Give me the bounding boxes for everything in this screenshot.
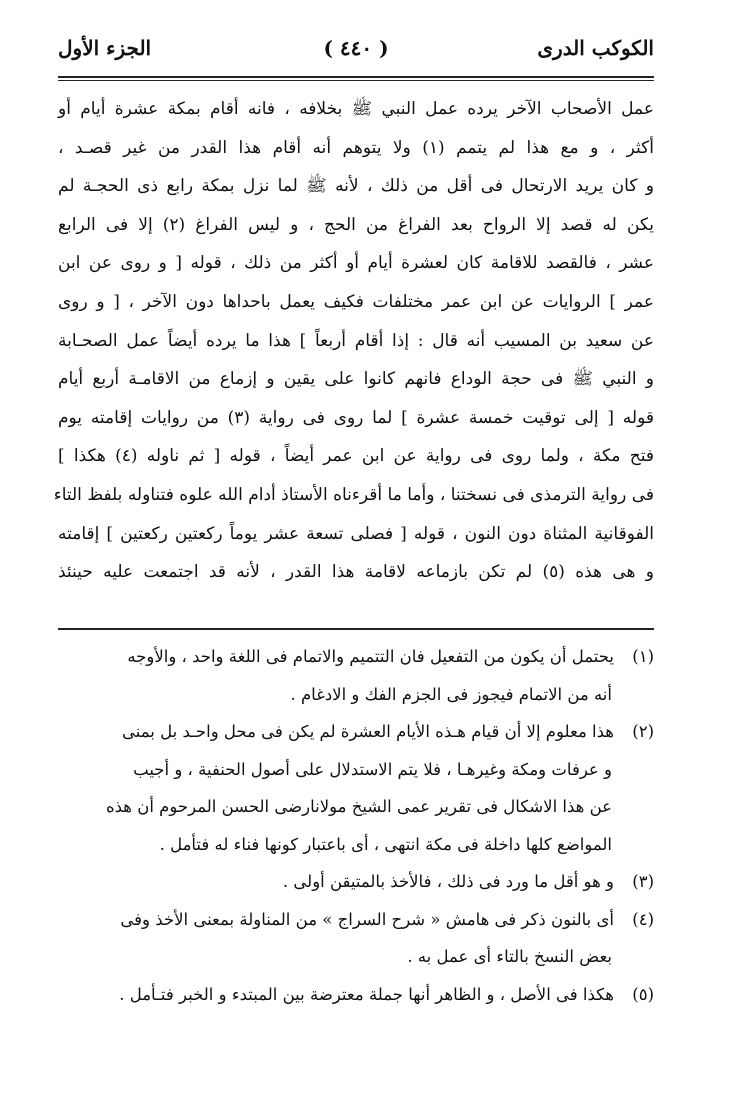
footnote-text: بعض النسخ بالتاء أى عمل به . (407, 947, 612, 966)
text-line: عشر ، فالقصد للاقامة كان لعشرة أيام أو أكثر من ذلك ، قوله [ و روى عن ابن (58, 253, 654, 274)
footnote-text: أى بالنون ذكر فى هامش « شرح السراج » من المناولة بمعنى الأخذ وفى (120, 909, 614, 929)
footnote-number: (١) (632, 647, 654, 666)
text-line: عمل الأصحاب الآخر يرده عمل النبي ﷺ بخلافه ، فانه أقام بمكة عشرة أيام أو (58, 99, 654, 119)
footnote-1 (58, 638, 654, 713)
text-line: قوله [ إلى توقيت خمسة عشرة ] لما روى فى رواية (٣) من روايات إقامته يوم (58, 407, 654, 428)
footnote-3 (58, 863, 654, 901)
text-line: الفوقانية المثناة دون النون ، قوله [ فصلى تسعة عشر يوماً ركعتين ركعتين ] إقامته (58, 523, 654, 544)
text-line: أكثر ، و مع هذا لم يتمم (١) ولا يتوهم أنه أقام هذا القدر من غير قصـد ، (58, 137, 654, 158)
text-line: عمر ] الروايات عن ابن عمر مختلفات فكيف يعمل باحداها دون الآخر ، [ و روى (58, 291, 654, 312)
book-page (53, 32, 655, 1072)
footnote-text: يحتمل أن يكون من التفعيل فان التتميم والاتمام فى اللغة واحد ، والأوجه (127, 647, 614, 666)
main-text (53, 90, 655, 592)
footnote-5 (58, 976, 654, 1014)
footnote-text: المواضع كلها داخلة فى مكة انتهى ، أى باعتبار كونها فناء له فتأمل . (159, 834, 612, 854)
footnote-number: (٣) (632, 872, 654, 891)
footnote-text: هكذا فى الأصل ، و الظاهر أنها جملة معترضة بين المبتدء و الخبر فتـأمل . (119, 984, 614, 1004)
footnote-text: عن هذا الاشكال فى تقرير عمى الشيخ مولانارضى الحسن المرحوم أن هذه (105, 797, 612, 816)
text-line: و النبي ﷺ فى حجة الوداع فانهم كانوا على يقين و إزماع من الاقامـة أربع أيام (58, 369, 654, 390)
text-line: فى رواية الترمذى فى نسختنا ، وأما ما أقرءناه الأستاذ أدام الله علوه فتناوله بلفظ التاء (53, 484, 654, 505)
text-line: عن سعيد بن المسيب أنه قال : إذا أقام أربعاً ] هذا ما يرده أيضاً عمل الصحـابة (58, 330, 654, 351)
footnotes (58, 638, 654, 1013)
page-number: ( ٤٤٠ ) (323, 36, 389, 60)
footnote-text: أنه من الاتمام فيجوز فى الجزم الفك و الادغام . (290, 684, 612, 704)
book-title: الكوكب الدرى (537, 36, 654, 60)
running-header (58, 32, 654, 72)
footnote-text: و عرفات ومكة وغيرهـا ، فلا يتم الاستدلال على أصول الحنفية ، و أجيب (133, 759, 612, 779)
footnote-text: هذا معلوم إلا أن قيام هـذه الأيام العشرة لم يكن فى محل واحـد بل بمنى (122, 722, 614, 741)
text-line: فتح مكة ، ولما روى فى رواية عن ابن عمر أيضاً ، قوله [ ثم ناوله (٤) هكذا ] (58, 446, 654, 467)
text-line: و كان يريد الارتحال فى أقل من ذلك ، لأنه ﷺ لما نزل بمكة رابع ذى الحجـة لم (58, 176, 654, 197)
header-rule (58, 76, 654, 81)
footnote-number: (٤) (632, 909, 654, 929)
footnote-text: و هو أقل ما ورد فى ذلك ، فالأخذ بالمتيقن أولى . (282, 872, 614, 891)
footnote-2 (58, 713, 654, 863)
text-line: و هى هذه (٥) لم تكن بازماعه لاقامة هذا القدر ، لأنه قد اجتمعت عليه حينئذ (58, 562, 655, 583)
footnote-rule (58, 628, 654, 630)
footnote-number: (٥) (632, 984, 654, 1004)
footnote-number: (٢) (632, 722, 654, 741)
footnote-4 (58, 901, 654, 976)
volume-label: الجزء الأول (58, 36, 152, 60)
text-line: يكن له قصد إلا الرواح بعد الفراغ من الحج ، و ليس الفراغ (٢) إلا فى الرابع (58, 214, 654, 235)
